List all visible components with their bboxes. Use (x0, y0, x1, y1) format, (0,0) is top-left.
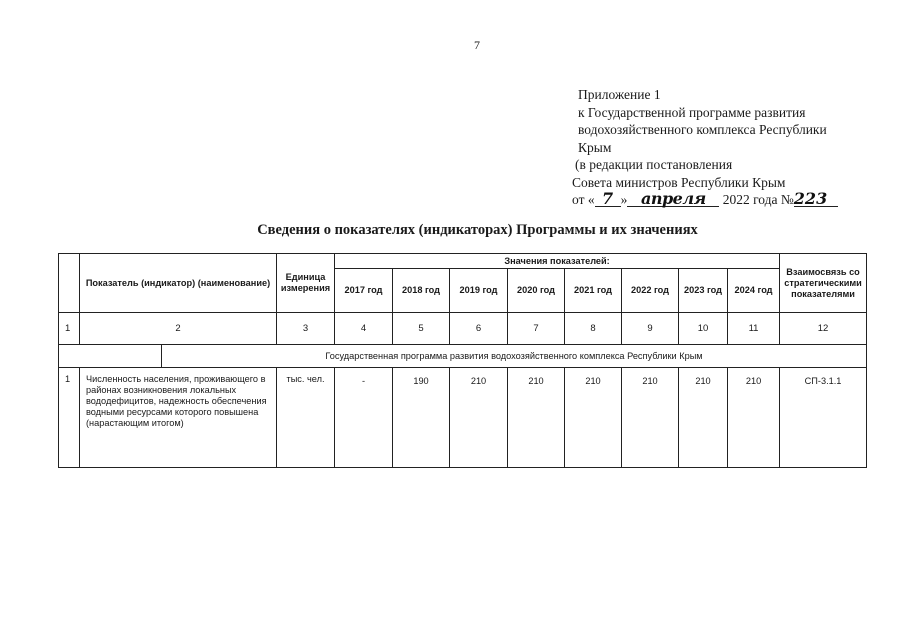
row-value: 210 (450, 368, 508, 468)
header-year: 2020 год (508, 269, 565, 313)
date-prefix: от « (572, 192, 595, 207)
column-number: 5 (393, 313, 450, 345)
row-unit: тыс. чел. (277, 368, 335, 468)
header-relation: Взаимосвязь со стратегическими показателями (780, 254, 867, 313)
row-indicator-name: Численность населения, проживающего в районах возникновения локальных вододефицитов, надежность обеспечения водными ресурсами которого повышена (нарастающим итогом) (80, 368, 277, 468)
row-value: 210 (622, 368, 679, 468)
section-empty-cell (59, 345, 162, 368)
header-year: 2018 год (393, 269, 450, 313)
header-year: 2022 год (622, 269, 679, 313)
appendix-line-4: Крым (578, 139, 612, 155)
header-index-cell (59, 254, 80, 313)
appendix-line-3: водохозяйственного комплекса Республики (578, 122, 827, 137)
handwritten-month: апреля (627, 191, 719, 207)
column-number: 7 (508, 313, 565, 345)
section-row (59, 345, 867, 368)
indicators-table (58, 253, 867, 468)
column-number: 1 (59, 313, 80, 345)
column-number: 12 (780, 313, 867, 345)
column-number: 6 (450, 313, 508, 345)
column-number: 10 (679, 313, 728, 345)
appendix-line-1: Приложение 1 (578, 87, 661, 102)
row-value: 210 (728, 368, 780, 468)
date-year: 2022 года № (722, 192, 794, 207)
document-title: Сведения о показателях (индикаторах) Программы и их значениях (257, 222, 698, 238)
header-row-top (59, 254, 867, 269)
page-number: 7 (474, 38, 480, 52)
header-year: 2019 год (450, 269, 508, 313)
column-number: 11 (728, 313, 780, 345)
row-value: 210 (508, 368, 565, 468)
appendix-block (572, 86, 892, 209)
handwritten-day: 7 (595, 191, 621, 207)
section-title: Государственная программа развития водохозяйственного комплекса Республики Крым (162, 345, 867, 368)
column-number: 4 (335, 313, 393, 345)
header-indicator: Показатель (индикатор) (наименование) (80, 254, 277, 313)
header-year: 2021 год (565, 269, 622, 313)
header-unit: Единица измерения (277, 254, 335, 313)
row-index: 1 (59, 368, 80, 468)
header-year: 2023 год (679, 269, 728, 313)
row-value: 210 (565, 368, 622, 468)
row-value: 190 (393, 368, 450, 468)
column-number: 9 (622, 313, 679, 345)
header-year: 2017 год (335, 269, 393, 313)
header-year: 2024 год (728, 269, 780, 313)
date-separator: » (620, 192, 628, 207)
row-relation: СП-3.1.1 (780, 368, 867, 468)
appendix-line-2: к Государственной программе развития (578, 104, 806, 120)
header-values: Значения показателей: (335, 254, 780, 269)
appendix-line-6: Совета министров Республики Крым (572, 174, 786, 190)
row-value: 210 (679, 368, 728, 468)
table-row (59, 368, 867, 468)
column-number: 8 (565, 313, 622, 345)
appendix-line-5: (в редакции постановления (575, 157, 733, 172)
handwritten-doc-number: 223 (794, 191, 838, 207)
row-value: - (335, 368, 393, 468)
column-number-row (59, 313, 867, 345)
column-number: 3 (277, 313, 335, 345)
column-number: 2 (80, 313, 277, 345)
appendix-date-line (572, 191, 892, 209)
